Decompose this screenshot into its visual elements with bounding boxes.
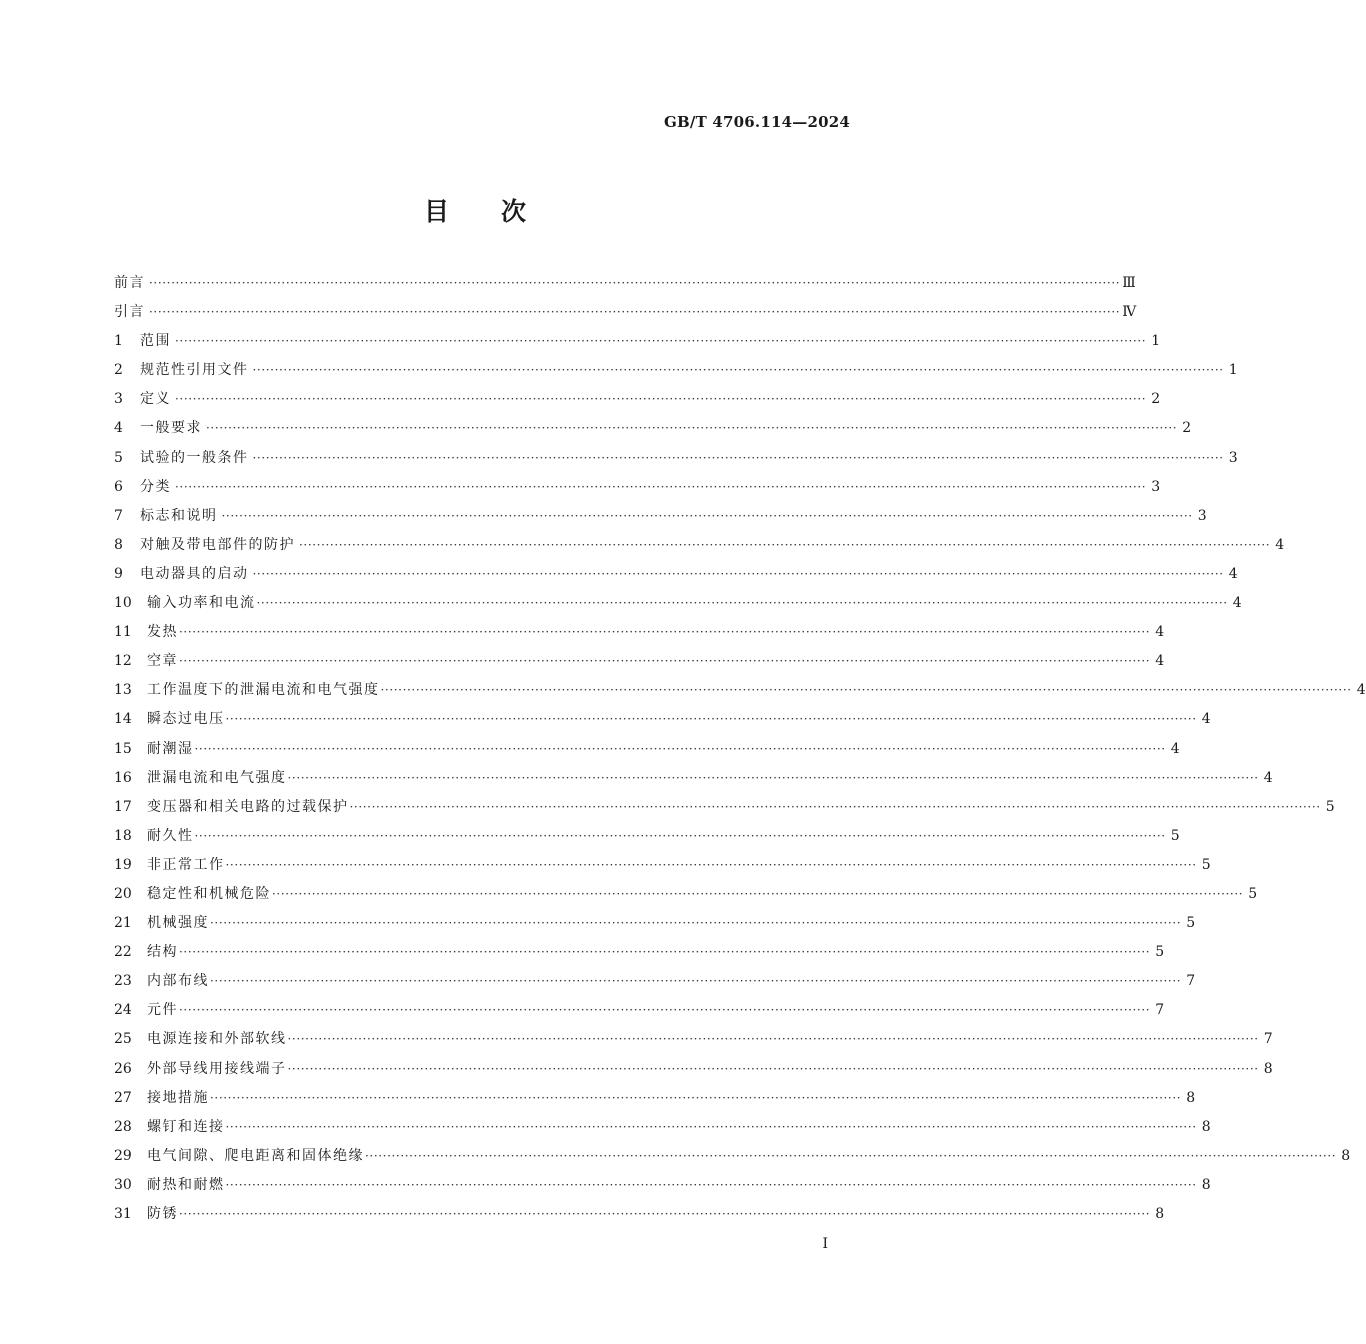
dot-leader: ···························································································································································································································· (256, 596, 1228, 611)
toc-entry-label: 空章 (147, 653, 178, 670)
toc-entry-label: 外部导线用接线端子 (147, 1060, 287, 1077)
toc-entry[interactable] (114, 1171, 1211, 1200)
standard-code: GB/T 4706.114—2024 (664, 113, 850, 131)
toc-entry-page: 8 (1201, 1176, 1211, 1193)
toc-entry-label: 耐热和耐燃 (147, 1176, 225, 1193)
toc-entry-page: 8 (1155, 1206, 1165, 1222)
toc-entry-label: 电源连接和外部软线 (147, 1031, 287, 1048)
toc-entry-page: 5 (1201, 856, 1211, 873)
dot-leader: ···························································································································································································································· (252, 566, 1224, 581)
dot-leader: ···························································································································································································································· (380, 683, 1352, 698)
toc-entry[interactable] (114, 880, 1258, 909)
toc-entry[interactable] (114, 735, 1180, 764)
toc-entry-page: 4 (1228, 565, 1238, 582)
toc-entry-page: 8 (1341, 1147, 1351, 1164)
dot-leader: ···························································································································································································································· (194, 741, 1166, 756)
toc-entry-number: 14 (114, 711, 132, 728)
toc-entry-label: 内部布线 (147, 973, 209, 990)
toc-entry-number: 2 (114, 362, 123, 379)
toc-entry-label: 接地措施 (147, 1089, 209, 1106)
toc-entry-label: 范围 (140, 333, 171, 350)
dot-leader: ···························································································································································································································· (225, 1177, 1197, 1192)
toc-entry-number: 10 (114, 595, 132, 612)
toc-entry[interactable] (114, 909, 1196, 938)
dot-leader: ···························································································································································································································· (149, 305, 1121, 320)
toc-entry[interactable] (114, 444, 1238, 473)
toc-entry-page: Ⅳ (1122, 304, 1137, 321)
toc-entry[interactable] (114, 618, 1165, 647)
toc-entry[interactable] (114, 502, 1207, 531)
toc-entry[interactable] (114, 531, 1285, 560)
toc-entry[interactable] (114, 647, 1165, 676)
toc-entry-number: 4 (114, 420, 123, 437)
toc-entry-page: 4 (1275, 536, 1285, 553)
dot-leader: ···························································································································································································································· (272, 886, 1244, 901)
toc-entry-label: 防锈 (147, 1206, 178, 1222)
toc-entry-page: 8 (1201, 1118, 1211, 1135)
dot-leader: ···························································································································································································································· (287, 1032, 1259, 1047)
dot-leader: ···························································································································································································································· (299, 537, 1271, 552)
dot-leader: ···························································································································································································································· (175, 334, 1147, 349)
toc-entry-number: 31 (114, 1206, 132, 1222)
toc-entry-number: 29 (114, 1147, 132, 1164)
toc-entry-label: 螺钉和连接 (147, 1118, 225, 1135)
toc-entry-label: 稳定性和机械危险 (147, 885, 271, 902)
toc-entry-page: 5 (1325, 798, 1335, 815)
toc-entry-page: 3 (1151, 478, 1161, 495)
toc-entry-label: 标志和说明 (140, 507, 218, 524)
toc-entry[interactable] (114, 560, 1238, 589)
dot-leader: ···························································································································································································································· (179, 1003, 1151, 1018)
toc-entry-page: 4 (1170, 740, 1180, 757)
toc-entry[interactable] (114, 938, 1165, 967)
toc-entry-number: 27 (114, 1089, 132, 1106)
toc-entry-number: 13 (114, 682, 132, 699)
toc-entry-label: 规范性引用文件 (140, 362, 249, 379)
toc-entry-number: 1 (114, 333, 123, 350)
toc-entry-label: 结构 (147, 944, 178, 961)
dot-leader: ···························································································································································································································· (252, 450, 1224, 465)
dot-leader: ···························································································································································································································· (287, 770, 1259, 785)
toc-entry-label: 元件 (147, 1002, 178, 1019)
toc-entry-number: 30 (114, 1176, 132, 1193)
toc-entry-label: 一般要求 (140, 420, 202, 437)
toc-entry-number: 19 (114, 856, 132, 873)
dot-leader: ···························································································································································································································· (179, 945, 1151, 960)
toc-entry-page: 1 (1151, 333, 1161, 350)
toc-entry-page: Ⅲ (1122, 275, 1136, 291)
toc-entry[interactable] (114, 967, 1196, 996)
table-of-contents (114, 269, 1366, 1229)
toc-entry[interactable] (114, 298, 1137, 327)
toc-entry[interactable] (114, 589, 1242, 618)
dot-leader: ···························································································································································································································· (210, 974, 1182, 989)
toc-entry-label: 机械强度 (147, 915, 209, 932)
toc-entry-page: 5 (1155, 944, 1165, 961)
dot-leader: ···························································································································································································································· (149, 276, 1121, 290)
dot-leader: ···························································································································································································································· (210, 1090, 1182, 1105)
toc-entry-page: 4 (1356, 682, 1366, 699)
toc-entry-label: 输入功率和电流 (147, 595, 256, 612)
page-number: Ⅰ (822, 1236, 828, 1252)
toc-entry-number: 3 (114, 391, 123, 408)
toc-entry[interactable] (114, 356, 1238, 385)
toc-entry-label: 非正常工作 (147, 856, 225, 873)
toc-entry-page: 7 (1263, 1031, 1273, 1048)
toc-entry-label: 工作温度下的泄漏电流和电气强度 (147, 682, 380, 699)
toc-entry-number: 7 (114, 507, 123, 524)
toc-entry[interactable] (114, 1084, 1196, 1113)
toc-entry[interactable] (114, 473, 1161, 502)
dot-leader: ···························································································································································································································· (194, 828, 1166, 843)
toc-entry-number: 15 (114, 740, 132, 757)
dot-leader: ···························································································································································································································· (365, 1148, 1337, 1163)
toc-entry-page: 4 (1232, 595, 1242, 612)
dot-leader: ···························································································································································································································· (221, 508, 1193, 523)
toc-entry-label: 电动器具的启动 (140, 565, 249, 582)
toc-entry[interactable] (114, 764, 1273, 793)
toc-entry-number: 28 (114, 1118, 132, 1135)
toc-entry-label: 耐潮湿 (147, 740, 194, 757)
toc-entry-page: 7 (1155, 1002, 1165, 1019)
toc-entry[interactable] (114, 851, 1211, 880)
toc-title: 目次 (423, 197, 578, 226)
toc-entry-number: 22 (114, 944, 132, 961)
toc-entry[interactable] (114, 1055, 1273, 1084)
toc-entry-number: 17 (114, 798, 132, 815)
dot-leader: ···························································································································································································································· (252, 363, 1224, 378)
toc-entry[interactable] (114, 676, 1366, 705)
toc-entry-number: 18 (114, 827, 132, 844)
toc-entry[interactable] (114, 414, 1192, 443)
toc-entry-label: 耐久性 (147, 827, 194, 844)
toc-entry[interactable] (114, 1113, 1211, 1142)
dot-leader: ···························································································································································································································· (349, 799, 1321, 814)
dot-leader: ···························································································································································································································· (206, 421, 1178, 436)
toc-entry[interactable] (114, 385, 1161, 414)
dot-leader: ···························································································································································································································· (225, 712, 1197, 727)
toc-entry-page: 8 (1186, 1089, 1196, 1106)
toc-entry-number: 8 (114, 536, 123, 553)
toc-entry-page: 5 (1248, 885, 1258, 902)
toc-entry-page: 4 (1263, 769, 1273, 786)
toc-entry-page: 7 (1186, 973, 1196, 990)
toc-entry[interactable] (114, 822, 1180, 851)
dot-leader: ···························································································································································································································· (175, 392, 1147, 407)
toc-entry[interactable] (114, 1025, 1273, 1054)
toc-entry-label: 电气间隙、爬电距离和固体绝缘 (147, 1147, 364, 1164)
toc-entry-page: 2 (1151, 391, 1161, 408)
toc-entry-label: 引言 (114, 304, 145, 321)
toc-entry-number: 26 (114, 1060, 132, 1077)
toc-entry-page: 4 (1201, 711, 1211, 728)
toc-entry-label: 瞬态过电压 (147, 711, 225, 728)
toc-entry-page: 5 (1170, 827, 1180, 844)
dot-leader: ···························································································································································································································· (225, 1119, 1197, 1134)
toc-entry-label: 泄漏电流和电气强度 (147, 769, 287, 786)
toc-entry-page: 4 (1155, 653, 1165, 670)
toc-entry[interactable] (114, 793, 1335, 822)
dot-leader: ···························································································································································································································· (179, 654, 1151, 669)
dot-leader: ···························································································································································································································· (225, 857, 1197, 872)
toc-entry-label: 试验的一般条件 (140, 449, 249, 466)
toc-entry[interactable] (114, 327, 1161, 356)
toc-entry-page: 8 (1263, 1060, 1273, 1077)
toc-entry-label: 定义 (140, 391, 171, 408)
toc-entry-label: 前言 (114, 275, 145, 291)
toc-entry-number: 11 (114, 624, 132, 641)
dot-leader: ···························································································································································································································· (287, 1061, 1259, 1076)
toc-entry-label: 发热 (147, 624, 178, 641)
toc-entry[interactable] (114, 705, 1211, 734)
toc-entry-number: 12 (114, 653, 132, 670)
toc-entry[interactable] (114, 996, 1165, 1025)
dot-leader: ···························································································································································································································· (179, 625, 1151, 640)
toc-entry-page: 3 (1197, 507, 1207, 524)
toc-entry-page: 3 (1228, 449, 1238, 466)
toc-entry-page: 1 (1228, 362, 1238, 379)
toc-entry-label: 变压器和相关电路的过载保护 (147, 798, 349, 815)
toc-entry[interactable] (114, 269, 1136, 298)
toc-entry-number: 25 (114, 1031, 132, 1048)
toc-entry-label: 对触及带电部件的防护 (140, 536, 295, 553)
toc-entry-label: 分类 (140, 478, 171, 495)
toc-entry-number: 9 (114, 565, 123, 582)
toc-entry[interactable] (114, 1142, 1351, 1171)
toc-entry[interactable] (114, 1200, 1165, 1229)
toc-entry-page: 5 (1186, 915, 1196, 932)
dot-leader: ···························································································································································································································· (179, 1207, 1151, 1221)
toc-entry-number: 16 (114, 769, 132, 786)
toc-entry-page: 2 (1182, 420, 1192, 437)
toc-entry-number: 21 (114, 915, 132, 932)
toc-entry-number: 24 (114, 1002, 132, 1019)
toc-entry-number: 23 (114, 973, 132, 990)
toc-entry-number: 6 (114, 478, 123, 495)
dot-leader: ···························································································································································································································· (175, 479, 1147, 494)
dot-leader: ···························································································································································································································· (210, 916, 1182, 931)
toc-entry-page: 4 (1155, 624, 1165, 641)
toc-entry-number: 5 (114, 449, 123, 466)
toc-entry-number: 20 (114, 885, 132, 902)
